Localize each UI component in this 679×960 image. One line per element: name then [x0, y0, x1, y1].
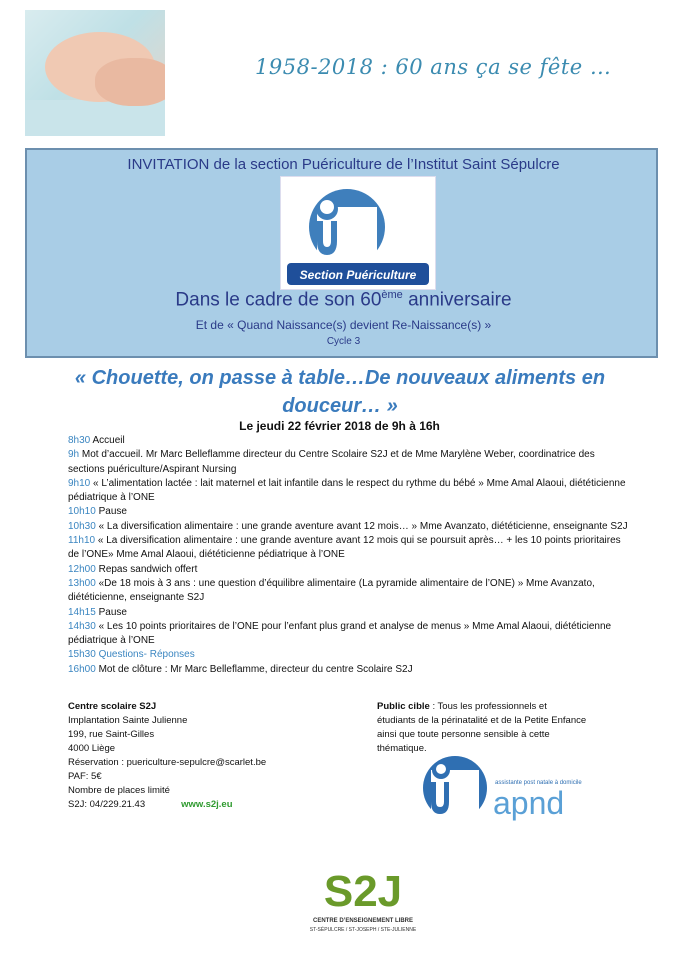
program-list: [68, 434, 628, 677]
program-time: 15h30 Questions- Réponses: [68, 649, 195, 661]
program-item: [68, 577, 628, 606]
apnd-caption: assistante post natale à domicile: [495, 780, 582, 786]
program-text: «De 18 mois à 3 ans : une question d’équilibre alimentaire (La pyramide alimentaire de l’ONE) » Mme Avanzato, diététicienne, enseignante S2J: [68, 577, 595, 604]
program-time: 12h00: [68, 563, 96, 575]
program-text: « La diversification alimentaire : une grande aventure avant 12 mois… » Mme Avanzato, diététicienne, enseignante S2J: [95, 520, 628, 532]
invitation-box: [25, 148, 658, 358]
s2j-name: S2J: [323, 867, 403, 916]
program-time: 10h30: [68, 520, 96, 532]
event-date: Le jeudi 22 février 2018 de 9h à 16h: [239, 419, 440, 433]
anniversary-line: Dans le cadre de son 60ème anniversaire: [175, 289, 512, 311]
contact-block: [68, 700, 266, 812]
contact-line: Réservation : puericulture-sepulcre@scarlet.be: [68, 757, 267, 768]
program-time: 14h30: [68, 620, 96, 632]
program-time: 16h00: [68, 663, 96, 675]
public-text: : Tous les professionnels et étudiants de la périnatalité et de la Petite Enfance ainsi que toute personne sensible à cette thématique.: [377, 701, 587, 754]
program-text: Accueil: [90, 435, 125, 446]
program-item: [68, 434, 628, 448]
s2j-caption2: ST-SÉPULCRE / ST-JOSEPH / STE-JULIENNE: [309, 927, 417, 933]
program-item: [68, 534, 628, 563]
s2j-logo: [308, 856, 418, 946]
program-text: Mot de clôture : Mr Marc Belleflamme, directeur du centre Scolaire S2J: [95, 663, 413, 675]
program-time: 9h: [68, 449, 80, 461]
program-item: [68, 620, 628, 649]
program-time: 14h15: [68, 606, 96, 618]
event-title: « Chouette, on passe à table…De nouveaux aliments en douceur… »: [74, 367, 606, 417]
program-item: [68, 563, 628, 577]
program-time: 10h10: [68, 506, 96, 518]
program-time: 13h00: [68, 577, 96, 589]
school-name: Centre scolaire S2J: [68, 701, 157, 712]
cycle-label: Cycle 3: [326, 336, 361, 347]
program-item: [68, 505, 628, 519]
logo-text: Section Puériculture: [299, 268, 417, 282]
program-text: « Les 10 points prioritaires de l’ONE pour l’enfant plus grand et analyse de menus » Mme Amal Alaoui, diététicienne pédiatrique à l’ONE: [68, 620, 612, 647]
program-text: Mot d’accueil. Mr Marc Belleflamme directeur du Centre Scolaire S2J et de Mme Marylène Weber, coordinatrice des sections puériculture/Aspirant Nursing: [68, 449, 595, 475]
section-puericulture-logo: [280, 176, 436, 290]
phone: S2J: 04/229.21.43: [68, 799, 146, 810]
program-item: [68, 448, 628, 477]
program-item: [68, 648, 628, 662]
contact-line: 4000 Liège: [68, 743, 116, 754]
public-cible: [377, 700, 587, 756]
program-item: [68, 606, 628, 620]
contact-line: 199, rue Saint-Gilles: [68, 729, 155, 740]
contact-line: Nombre de places limité: [68, 785, 170, 796]
program-time: 8h30: [68, 435, 91, 446]
renaissance-line: Et de « Quand Naissance(s) devient Re-Naissance(s) »: [195, 318, 492, 332]
program-text: « La diversification alimentaire : une grande aventure avant 12 mois qui se poursuit après… + les 10 points prioritaires de l’ONE» Mme Amal Alaoui, diététicienne pédiatrique à l’ONE: [68, 535, 621, 561]
invitation-title: INVITATION de la section Puériculture de l’Institut Saint Sépulcre: [127, 156, 560, 173]
contact-line: Implantation Sainte Julienne: [68, 715, 188, 726]
program-item: [68, 663, 628, 677]
contact-line: PAF: 5€: [68, 771, 102, 782]
program-text: Repas sandwich offert: [95, 563, 198, 575]
apnd-logo: [415, 752, 585, 832]
website-link[interactable]: www.s2j.eu: [181, 799, 233, 810]
tagline: 1958-2018 : 60 ans ça se fête …: [255, 55, 612, 79]
program-text: Pause: [95, 506, 127, 518]
program-time: 11h10: [68, 535, 96, 547]
program-text: Pause: [95, 606, 127, 618]
apnd-name: apnd: [493, 785, 565, 821]
public-label: Public cible: [377, 701, 430, 712]
program-item: [68, 477, 628, 506]
s2j-caption1: CENTRE D’ENSEIGNEMENT LIBRE: [312, 918, 414, 924]
program-item: [68, 520, 628, 534]
program-text: « L’alimentation lactée : lait maternel et lait infantile dans le respect du rythme du bébé » Mme Amal Alaoui, diététicienne pédiatrique à l’ONE: [68, 477, 626, 504]
program-time: 9h10: [68, 477, 91, 489]
baby-photo: [25, 10, 165, 136]
